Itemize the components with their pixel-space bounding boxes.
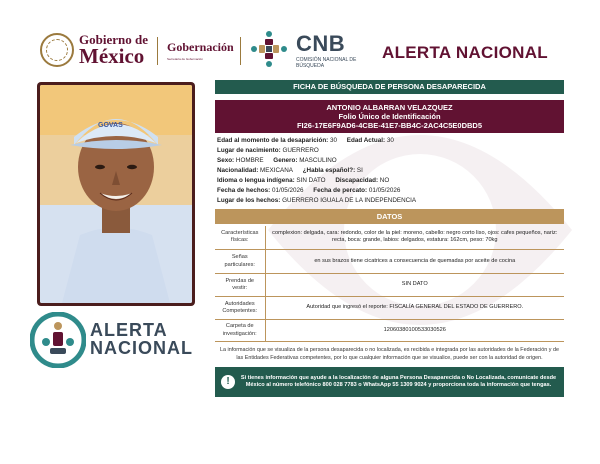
alerta-logo-line2: NACIONAL (90, 338, 193, 358)
idioma-value: SIN DATO (296, 176, 326, 184)
header (0, 0, 600, 80)
folio-label: Folio Único de Identificación (338, 112, 441, 121)
datos-table (215, 226, 564, 343)
edad-actual-label: Edad Actual: (346, 137, 386, 144)
person-info (215, 136, 564, 206)
senas-value: en sus brazos tiene cicatrices a consecuencia de quemadas por aceite de cocina (265, 250, 564, 274)
info-row-nacimiento (217, 146, 564, 156)
gobierno-line1: Gobierno de (79, 32, 148, 47)
person-header (215, 100, 564, 133)
info-row-nacionalidad (217, 166, 564, 176)
person-photo-illustration (40, 85, 192, 303)
cnb-sub: COMISIÓN NACIONAL DE BÚSQUEDA (296, 57, 357, 69)
info-row-sexo (217, 156, 564, 166)
cnb-logo-text (296, 33, 366, 69)
autoridades-label: Autoridades Competentes: (215, 297, 265, 320)
info-row-edad (217, 136, 564, 146)
idioma-label: Idioma o lengua indígena: (217, 176, 295, 184)
fecha-percato-value: 01/05/2026 (368, 186, 401, 194)
fecha-hechos-label: Fecha de hechos: (217, 186, 271, 194)
person-name: ANTONIO ALBARRAN VELAZQUEZ (326, 103, 453, 112)
table-row (215, 297, 564, 320)
lugar-nacimiento-label: Lugar de nacimiento: (217, 146, 281, 154)
disclaimer-text: La información que se visualiza de la persona desaparecida o no localizada, es recibida e integrada por las autoridades de la Federación y de las Entidades Federativas competentes, por lo que cualquier información que se visualice, puede ser con la autoridad de origen. (220, 347, 559, 361)
header-divider (157, 37, 158, 65)
alerta-logo-line1: ALERTA (90, 320, 168, 340)
lugar-hechos-value: GUERRERO IGUALA DE LA INDEPENDENCIA (282, 196, 417, 204)
discapacidad-label: Discapacidad: (335, 176, 379, 184)
gobernacion-label: Gobernación (167, 40, 234, 54)
ficha-content (215, 80, 564, 397)
senas-label: Señas particulares: (215, 250, 265, 274)
datos-title: DATOS (215, 209, 564, 224)
table-row (215, 274, 564, 297)
gobernacion-logo (167, 40, 234, 61)
folio-value: FI26-17E6F9AD6-4CBE-41E7-BB4C-2AC4C5E0DBD5 (296, 121, 483, 130)
carpeta-label: Carpeta de investigación: (215, 320, 265, 342)
discapacidad-value: NO (379, 176, 390, 184)
sexo-value: HOMBRE (235, 156, 264, 164)
caracteristicas-value: complexion: delgada, cara: redondo, color de la piel: moreno, cabello: negro corto liso, ojos: cafes pequeños, nariz: recta, boca: grande, labios: delgados, estatura: 162cm, peso: 70kg (265, 226, 564, 250)
info-row-lugar-hechos (217, 196, 564, 206)
genero-label: Genero: (273, 156, 298, 164)
nacionalidad-value: MEXICANA (260, 166, 293, 174)
eagle-seal-icon (40, 33, 74, 67)
lugar-hechos-label: Lugar de los hechos: (217, 196, 281, 204)
exclamation-icon: ! (221, 375, 235, 389)
cnb-logo-icon (249, 29, 289, 69)
svg-text:GOVAS: GOVAS (98, 122, 123, 129)
gobernacion-sub: Secretaría de Gobernación (167, 57, 204, 61)
fecha-percato-label: Fecha de percato: (313, 186, 368, 194)
alerta-nacional-logo-icon (30, 312, 86, 368)
photo-frame (37, 82, 195, 306)
sexo-label: Sexo: (217, 156, 235, 164)
prendas-value: SIN DATO (265, 274, 564, 297)
gobierno-line2: México (79, 44, 145, 68)
fecha-hechos-value: 01/05/2026 (271, 186, 304, 194)
autoridades-value: Autoridad que ingresó el reporte: FISCALÍA GENERAL DEL ESTADO DE GUERRERO. (265, 297, 564, 320)
genero-value: MASCULINO (299, 156, 337, 164)
edad-actual-value: 30 (386, 137, 394, 144)
prendas-label: Prendas de vestir: (215, 274, 265, 297)
alerta-nacional-title: ALERTA NACIONAL (382, 43, 548, 62)
alerta-nacional-logo-text (90, 321, 193, 357)
table-row (215, 226, 564, 250)
gobierno-de-mexico-logo (40, 33, 148, 67)
lugar-nacimiento-value: GUERRERO (282, 146, 319, 154)
edad-desaparicion-value: 30 (330, 137, 338, 144)
info-row-fechas (217, 186, 564, 196)
edad-desaparicion-label: Edad al momento de la desaparición: (217, 137, 329, 144)
nacionalidad-label: Nacionalidad: (217, 166, 259, 174)
table-row (215, 250, 564, 274)
table-row (215, 320, 564, 342)
contact-banner (215, 367, 564, 397)
habla-espanol-value: SI (356, 166, 363, 174)
cnb-label: CNB (296, 31, 346, 56)
caracteristicas-label: Características físicas: (215, 226, 265, 250)
info-row-idioma (217, 176, 564, 186)
habla-espanol-label: ¿Habla español?: (302, 166, 356, 174)
carpeta-value: 12060380100533030526 (265, 320, 564, 342)
contact-text: Si tienes información que ayude a la localización de alguna Persona Desaparecida o No Localizada, comunicate desde México al número telefónico 800 028 7783 o WhatsApp 55 1309 9024 y proporciona toda la información que tengas. (240, 374, 557, 389)
person-photo (40, 85, 192, 303)
header-divider (240, 37, 241, 65)
ficha-title: FICHA DE BÚSQUEDA DE PERSONA DESAPARECIDA (215, 80, 564, 94)
